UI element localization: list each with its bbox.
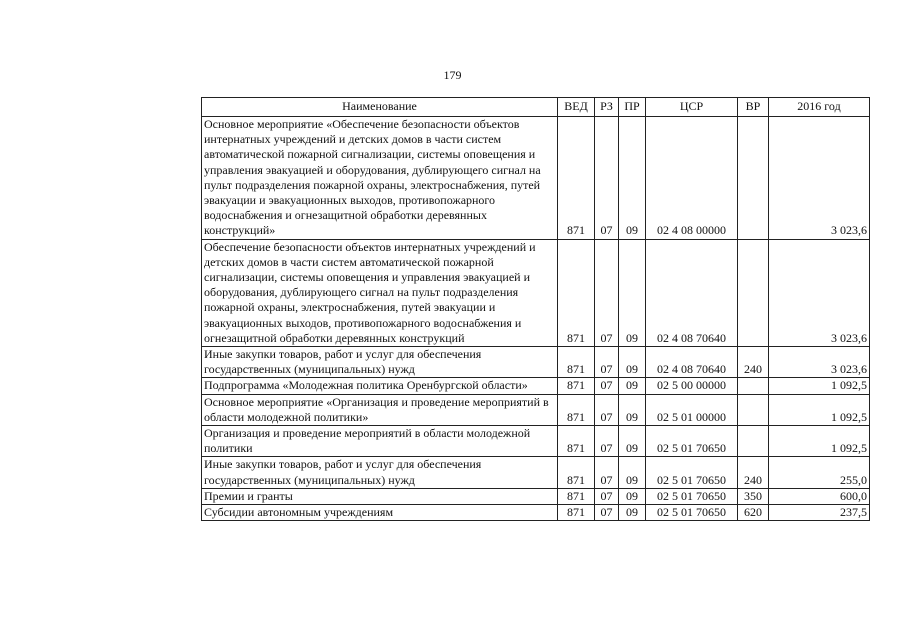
row-csr: 02 4 08 70640 xyxy=(646,347,738,378)
row-amount: 600,0 xyxy=(769,488,870,504)
row-csr: 02 5 01 70650 xyxy=(646,426,738,457)
row-vr xyxy=(738,394,769,425)
row-rz: 07 xyxy=(595,426,619,457)
row-ved: 871 xyxy=(558,488,595,504)
row-ved: 871 xyxy=(558,426,595,457)
row-vr xyxy=(738,426,769,457)
row-name: Иные закупки товаров, работ и услуг для обеспечения государственных (муниципальных) нужд xyxy=(202,457,558,488)
budget-table xyxy=(201,97,870,521)
row-pr: 09 xyxy=(619,505,646,521)
row-amount: 1 092,5 xyxy=(769,394,870,425)
row-csr: 02 5 01 70650 xyxy=(646,457,738,488)
row-name: Подпрограмма «Молодежная политика Оренбургской области» xyxy=(202,378,558,394)
header-year: 2016 год xyxy=(769,98,870,117)
row-amount: 255,0 xyxy=(769,457,870,488)
row-rz: 07 xyxy=(595,457,619,488)
row-amount: 3 023,6 xyxy=(769,117,870,240)
header-ved: ВЕД xyxy=(558,98,595,117)
header-csr: ЦСР xyxy=(646,98,738,117)
row-pr: 09 xyxy=(619,426,646,457)
row-amount: 1 092,5 xyxy=(769,426,870,457)
row-ved: 871 xyxy=(558,505,595,521)
table-row xyxy=(202,347,870,378)
row-amount: 3 023,6 xyxy=(769,347,870,378)
row-rz: 07 xyxy=(595,505,619,521)
row-amount: 237,5 xyxy=(769,505,870,521)
row-pr: 09 xyxy=(619,394,646,425)
row-csr: 02 5 01 00000 xyxy=(646,394,738,425)
row-rz: 07 xyxy=(595,394,619,425)
row-vr xyxy=(738,239,769,346)
table-row xyxy=(202,117,870,240)
header-rz: РЗ xyxy=(595,98,619,117)
row-ved: 871 xyxy=(558,347,595,378)
row-name: Иные закупки товаров, работ и услуг для обеспечения государственных (муниципальных) нужд xyxy=(202,347,558,378)
row-csr: 02 5 01 70650 xyxy=(646,488,738,504)
header-name: Наименование xyxy=(202,98,558,117)
row-rz: 07 xyxy=(595,347,619,378)
table-row xyxy=(202,488,870,504)
row-rz: 07 xyxy=(595,488,619,504)
row-ved: 871 xyxy=(558,239,595,346)
header-vr: ВР xyxy=(738,98,769,117)
row-pr: 09 xyxy=(619,488,646,504)
row-csr: 02 4 08 70640 xyxy=(646,239,738,346)
row-csr: 02 4 08 00000 xyxy=(646,117,738,240)
row-ved: 871 xyxy=(558,457,595,488)
row-pr: 09 xyxy=(619,457,646,488)
row-vr: 240 xyxy=(738,457,769,488)
row-vr xyxy=(738,378,769,394)
row-name: Основное мероприятие «Обеспечение безопасности объектов интернатных учреждений и детских домов в части систем автоматической пожарной сигнализации, системы оповещения и управления эвакуацией и оборудования, дублирующего сигнал на пульт подразделения пожарной охраны, электроснабжения, путей эвакуации и эвакуационных выходов, противопожарного водоснабжения и огнезащитной обработки деревянных конструкций» xyxy=(202,117,558,240)
row-ved: 871 xyxy=(558,117,595,240)
row-csr: 02 5 00 00000 xyxy=(646,378,738,394)
row-vr: 620 xyxy=(738,505,769,521)
table-header-row xyxy=(202,98,870,117)
row-amount: 1 092,5 xyxy=(769,378,870,394)
row-pr: 09 xyxy=(619,347,646,378)
row-pr: 09 xyxy=(619,378,646,394)
table-row xyxy=(202,426,870,457)
row-name: Организация и проведение мероприятий в области молодежной политики xyxy=(202,426,558,457)
row-name: Обеспечение безопасности объектов интернатных учреждений и детских домов в части систем автоматической пожарной сигнализации, системы оповещения и управления эвакуацией и оборудования, дублирующего сигнал на пульт подразделения пожарной охраны, электроснабжения, путей эвакуации и эвакуационных выходов, противопожарного водоснабжения и огнезащитной обработки деревянных конструкций xyxy=(202,239,558,346)
table-row xyxy=(202,239,870,346)
row-name: Основное мероприятие «Организация и проведение мероприятий в области молодежной политики» xyxy=(202,394,558,425)
row-pr: 09 xyxy=(619,239,646,346)
row-ved: 871 xyxy=(558,394,595,425)
row-ved: 871 xyxy=(558,378,595,394)
row-vr: 350 xyxy=(738,488,769,504)
row-rz: 07 xyxy=(595,378,619,394)
row-vr: 240 xyxy=(738,347,769,378)
row-name: Премии и гранты xyxy=(202,488,558,504)
page-number: 179 xyxy=(443,68,462,82)
row-rz: 07 xyxy=(595,117,619,240)
row-name: Субсидии автономным учреждениям xyxy=(202,505,558,521)
row-csr: 02 5 01 70650 xyxy=(646,505,738,521)
row-rz: 07 xyxy=(595,239,619,346)
row-vr xyxy=(738,117,769,240)
header-pr: ПР xyxy=(619,98,646,117)
table-row xyxy=(202,394,870,425)
table-row xyxy=(202,505,870,521)
table-row xyxy=(202,378,870,394)
row-pr: 09 xyxy=(619,117,646,240)
table-row xyxy=(202,457,870,488)
row-amount: 3 023,6 xyxy=(769,239,870,346)
